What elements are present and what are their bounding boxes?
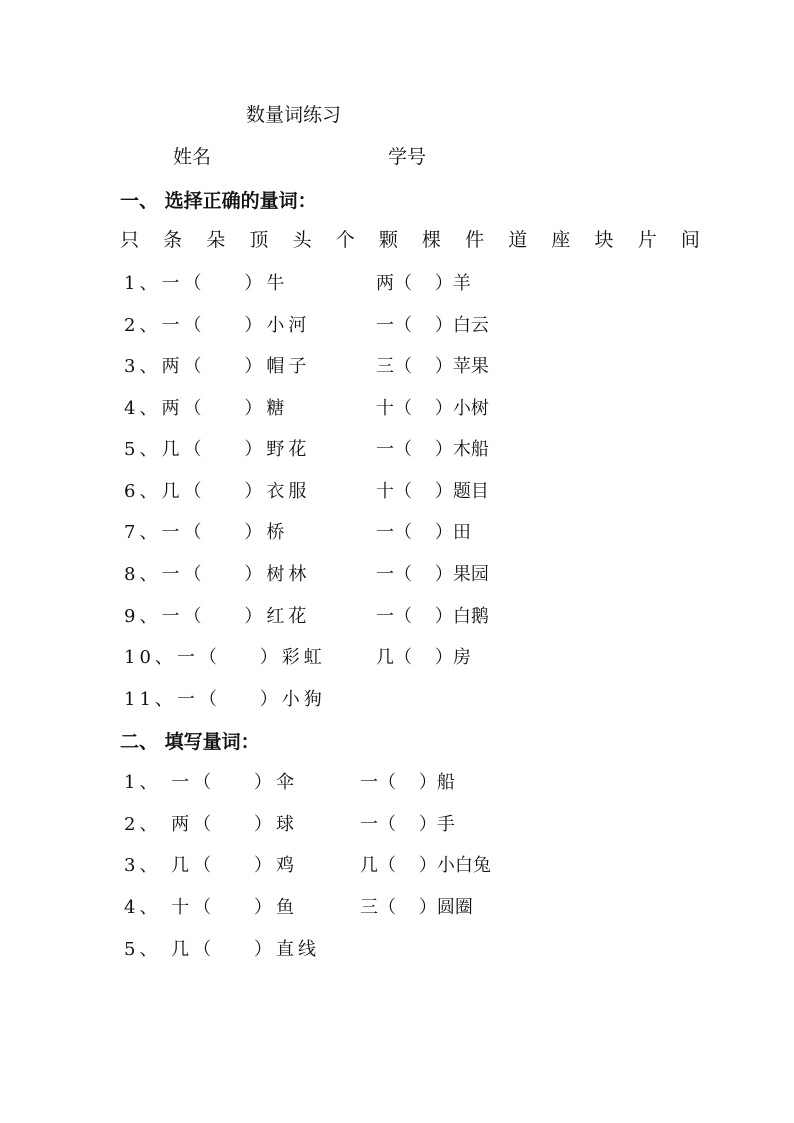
exercise-1-left: 1、一（ ）牛 xyxy=(124,273,289,294)
word-bank-item: 块 xyxy=(594,229,614,251)
exercise-3-left: 3、两（ ）帽子 xyxy=(124,356,311,377)
exercise-2-right: 一（ ）白云 xyxy=(376,315,489,336)
section-1-heading: 一、 选择正确的量词： xyxy=(120,190,317,212)
exercise-9-right: 一（ ）白鹅 xyxy=(376,606,489,627)
exercise-1-right: 两（ ）羊 xyxy=(376,273,471,294)
exercise-4-left: 4、两（ ）糖 xyxy=(124,398,289,419)
word-bank-item: 座 xyxy=(551,229,571,251)
fill-5-left: 5、 几（ ）直线 xyxy=(124,939,321,960)
exercise-5-left: 5、几（ ）野花 xyxy=(124,439,311,460)
fill-2-left: 2、 两（ ）球 xyxy=(124,814,299,835)
exercise-2-left: 2、一（ ）小河 xyxy=(124,315,311,336)
exercise-7-right: 一（ ）田 xyxy=(376,522,471,543)
word-bank-item: 只 xyxy=(120,229,140,251)
name-label: 姓名 xyxy=(173,146,212,168)
exercise-6-left: 6、几（ ）衣服 xyxy=(124,481,311,502)
exercise-8-right: 一（ ）果园 xyxy=(376,564,489,585)
fill-2-right: 一（ ）手 xyxy=(360,814,455,835)
word-bank-item: 棵 xyxy=(421,229,441,251)
exercise-10-left: 10、一（ ）彩虹 xyxy=(124,647,326,668)
word-bank-item: 件 xyxy=(465,229,485,251)
fill-3-left: 3、 几（ ）鸡 xyxy=(124,855,299,876)
word-bank-item: 间 xyxy=(680,229,700,251)
exercise-7-left: 7、一（ ）桥 xyxy=(124,522,289,543)
word-bank-item: 条 xyxy=(163,229,183,251)
page-title: 数量词练习 xyxy=(246,104,342,126)
word-bank-item: 顶 xyxy=(249,229,269,251)
exercise-6-right: 十（ ）题目 xyxy=(376,481,489,502)
exercise-10-right: 几（ ）房 xyxy=(376,647,471,668)
exercise-4-right: 十（ ）小树 xyxy=(376,398,489,419)
word-bank-item: 朵 xyxy=(206,229,226,251)
word-bank xyxy=(120,231,700,250)
student-id-label: 学号 xyxy=(388,146,427,168)
exercise-3-right: 三（ ）苹果 xyxy=(376,356,489,377)
exercise-11-left: 11、一（ ）小狗 xyxy=(124,689,326,710)
fill-1-right: 一（ ）船 xyxy=(360,772,455,793)
fill-4-left: 4、 十（ ）鱼 xyxy=(124,897,299,918)
word-bank-item: 片 xyxy=(637,229,657,251)
fill-1-left: 1、 一（ ）伞 xyxy=(124,772,299,793)
word-bank-item: 头 xyxy=(292,229,312,251)
word-bank-item: 颗 xyxy=(378,229,398,251)
exercise-5-right: 一（ ）木船 xyxy=(376,439,489,460)
word-bank-item: 个 xyxy=(335,229,355,251)
fill-4-right: 三（ ）圆圈 xyxy=(360,897,473,918)
exercise-8-left: 8、一（ ）树林 xyxy=(124,564,311,585)
section-2-heading: 二、 填写量词： xyxy=(120,731,260,753)
fill-3-right: 几（ ）小白兔 xyxy=(360,855,491,876)
exercise-9-left: 9、一（ ）红花 xyxy=(124,606,311,627)
word-bank-item: 道 xyxy=(508,229,528,251)
